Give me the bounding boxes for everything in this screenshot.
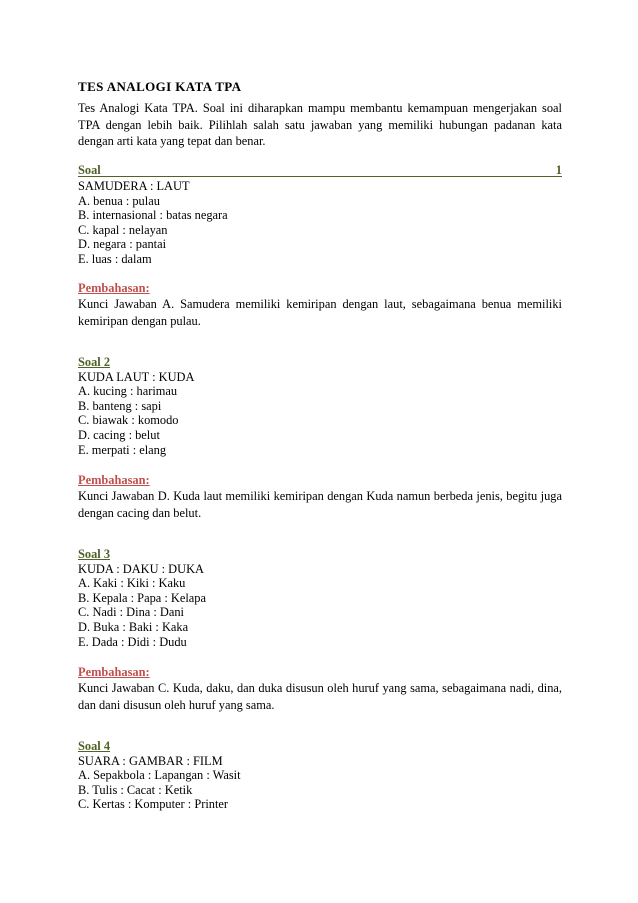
soal-2-section: [78, 355, 562, 457]
document-title: TES ANALOGI KATA TPA: [78, 79, 242, 94]
soal-3-option-a: A. Kaki : Kiki : Kaku: [78, 576, 186, 591]
soal-2-option-d: D. cacing : belut: [78, 427, 160, 442]
soal-3-question: KUDA : DAKU : DUKA: [78, 561, 204, 576]
soal-2-question: KUDA LAUT : KUDA: [78, 369, 195, 384]
soal-3-explanation: Kunci Jawaban C. Kuda, daku, dan duka disusun oleh huruf yang sama, sebagaimana nadi, dina, dan dani disusun oleh huruf yang sama.: [78, 680, 562, 712]
soal-4-option-b: B. Tulis : Cacat : Ketik: [78, 782, 193, 797]
soal-1-option-c: C. kapal : nelayan: [78, 222, 168, 237]
soal-3-option-c: C. Nadi : Dina : Dani: [78, 605, 184, 620]
soal-2-option-e: E. merpati : elang: [78, 442, 167, 457]
soal-1-explanation: Kunci Jawaban A. Samudera memiliki kemiripan dengan laut, sebagaimana benua memiliki kemiripan dengan pulau.: [78, 296, 562, 328]
soal-3-pembahasan-heading: Pembahasan:: [78, 665, 150, 679]
soal-1-option-e: E. luas : dalam: [78, 251, 152, 266]
soal-4-section: [78, 739, 562, 812]
soal-2-option-a: A. kucing : harimau: [78, 384, 178, 399]
soal-2-option-b: B. banteng : sapi: [78, 398, 162, 413]
soal-4-option-a: A. Sepakbola : Lapangan : Wasit: [78, 768, 241, 783]
soal-3-option-d: D. Buka : Baki : Kaka: [78, 619, 189, 634]
soal-1-pembahasan: [78, 281, 562, 330]
soal-1-option-b: B. internasional : batas negara: [78, 208, 228, 223]
soal-1-question: SAMUDERA : LAUT: [78, 179, 190, 193]
soal-1-section: [78, 163, 562, 267]
soal-4-heading: Soal 4: [78, 739, 111, 753]
soal-3-section: [78, 547, 562, 649]
soal-4-option-c: C. Kertas : Komputer : Printer: [78, 797, 229, 812]
soal-2-heading: Soal 2: [78, 355, 111, 369]
soal-4-question: SUARA : GAMBAR : FILM: [78, 753, 223, 768]
soal-1-option-a: A. benua : pulau: [78, 193, 160, 208]
soal-3-option-b: B. Kepala : Papa : Kelapa: [78, 590, 206, 605]
soal-2-option-c: C. biawak : komodo: [78, 413, 179, 428]
soal-1-option-d: D. negara : pantai: [78, 237, 167, 252]
soal-3-pembahasan: [78, 665, 562, 714]
soal-2-pembahasan: [78, 473, 562, 522]
soal-1-heading-label: Soal: [78, 163, 101, 177]
soal-1-pembahasan-heading: Pembahasan:: [78, 281, 150, 295]
soal-1-heading-number: 1: [555, 163, 562, 177]
soal-2-pembahasan-heading: Pembahasan:: [78, 473, 150, 487]
soal-3-option-e: E. Dada : Didi : Dudu: [78, 634, 187, 649]
soal-1-heading: [78, 163, 562, 177]
intro-paragraph: Tes Analogi Kata TPA. Soal ini diharapkan mampu membantu kemampuan mengerjakan soal TPA dengan lebih baik. Pilihlah salah satu jawaban yang memiliki hubungan padanan kata dengan arti kata yang tepat dan benar.: [78, 101, 562, 149]
soal-3-heading: Soal 3: [78, 547, 111, 561]
soal-2-explanation: Kunci Jawaban D. Kuda laut memiliki kemiripan dengan Kuda namun berbeda jenis, begitu juga dengan cacing dan belut.: [78, 488, 562, 520]
